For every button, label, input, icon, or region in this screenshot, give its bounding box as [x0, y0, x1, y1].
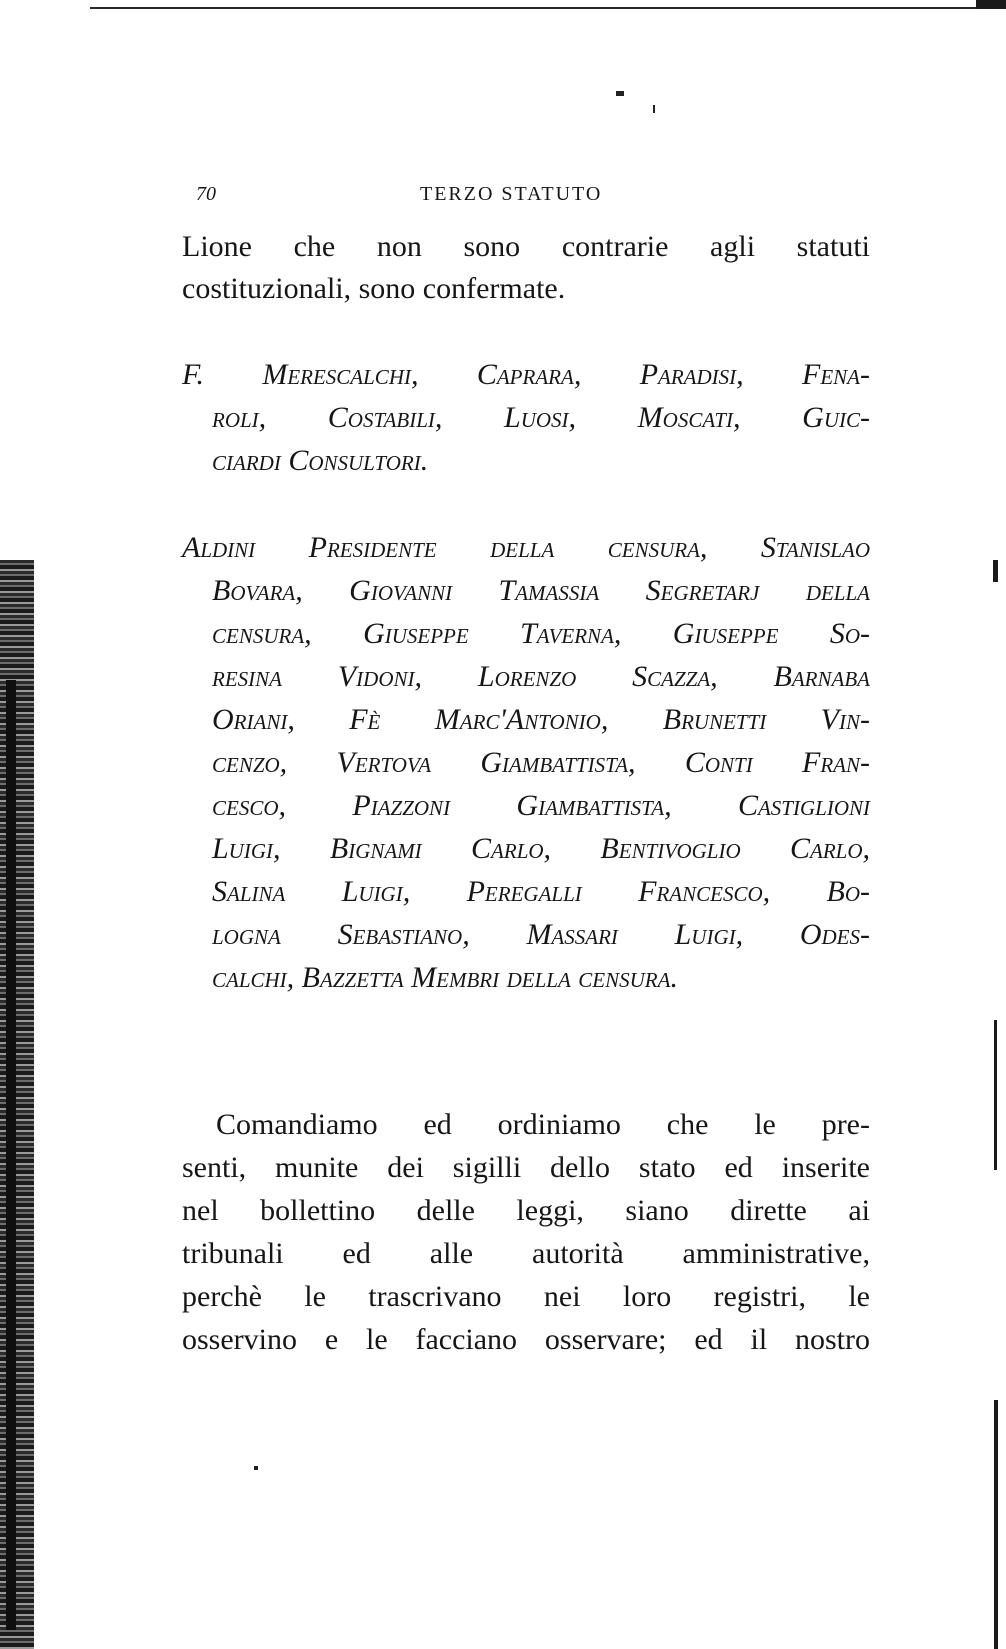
- signatory-line: roli, Costabili, Luosi, Moscati, Guic-: [212, 401, 870, 434]
- censura-line: Luigi, Bignami Carlo, Bentivoglio Carlo,: [212, 832, 870, 865]
- censura-line: censura, Giuseppe Taverna, Giuseppe So-: [212, 617, 870, 650]
- censura-line: Salina Luigi, Peregalli Francesco, Bo-: [212, 875, 870, 908]
- page-header: [196, 183, 866, 213]
- text-line: osservino e le facciano osservare; ed il nostro: [182, 1323, 870, 1356]
- ink-speck: [616, 91, 624, 96]
- page-number: 70: [196, 183, 216, 205]
- text-line: senti, munite dei sigilli dello stato ed inserite: [182, 1151, 870, 1184]
- censura-line: Aldini Presidente della censura, Stanislao: [182, 531, 870, 564]
- text-line: nel bollettino delle leggi, siano dirette ai: [182, 1194, 870, 1227]
- text-line: tribunali ed alle autorità amministrative,: [182, 1237, 870, 1270]
- text-line: Lione che non sono contrarie agli statuti: [182, 230, 870, 263]
- censura-line: cenzo, Vertova Giambattista, Conti Fran-: [212, 746, 870, 779]
- censura-line: cesco, Piazzoni Giambattista, Castiglioni: [212, 789, 870, 822]
- text-line: costituzionali, sono confermate.: [182, 272, 566, 305]
- right-margin-mark: [994, 1020, 997, 1170]
- signatory-line: F. Merescalchi, Caprara, Paradisi, Fena-: [182, 358, 870, 391]
- censura-line: calchi, Bazzetta Membri della censura.: [212, 961, 678, 994]
- censura-line: resina Vidoni, Lorenzo Scazza, Barnaba: [212, 660, 870, 693]
- signatory-line: ciardi Consultori.: [212, 444, 429, 477]
- running-head: TERZO STATUTO: [420, 183, 603, 205]
- censura-line: logna Sebastiano, Massari Luigi, Odes-: [212, 918, 870, 951]
- ink-speck: [653, 105, 655, 113]
- page-left-edge-shadow: [0, 560, 34, 1649]
- right-margin-mark: [994, 1400, 998, 1649]
- top-rule-end: [976, 0, 1006, 9]
- censura-line: Oriani, Fè Marc'Antonio, Brunetti Vin-: [212, 703, 870, 736]
- ink-speck: [254, 1466, 258, 1470]
- text-line: Comandiamo ed ordiniamo che le pre-: [216, 1108, 870, 1141]
- top-rule: [90, 7, 1006, 9]
- text-line: perchè le trascrivano nei loro registri, le: [182, 1280, 870, 1313]
- right-margin-mark: [993, 560, 998, 582]
- censura-line: Bovara, Giovanni Tamassia Segretarj della: [212, 574, 870, 607]
